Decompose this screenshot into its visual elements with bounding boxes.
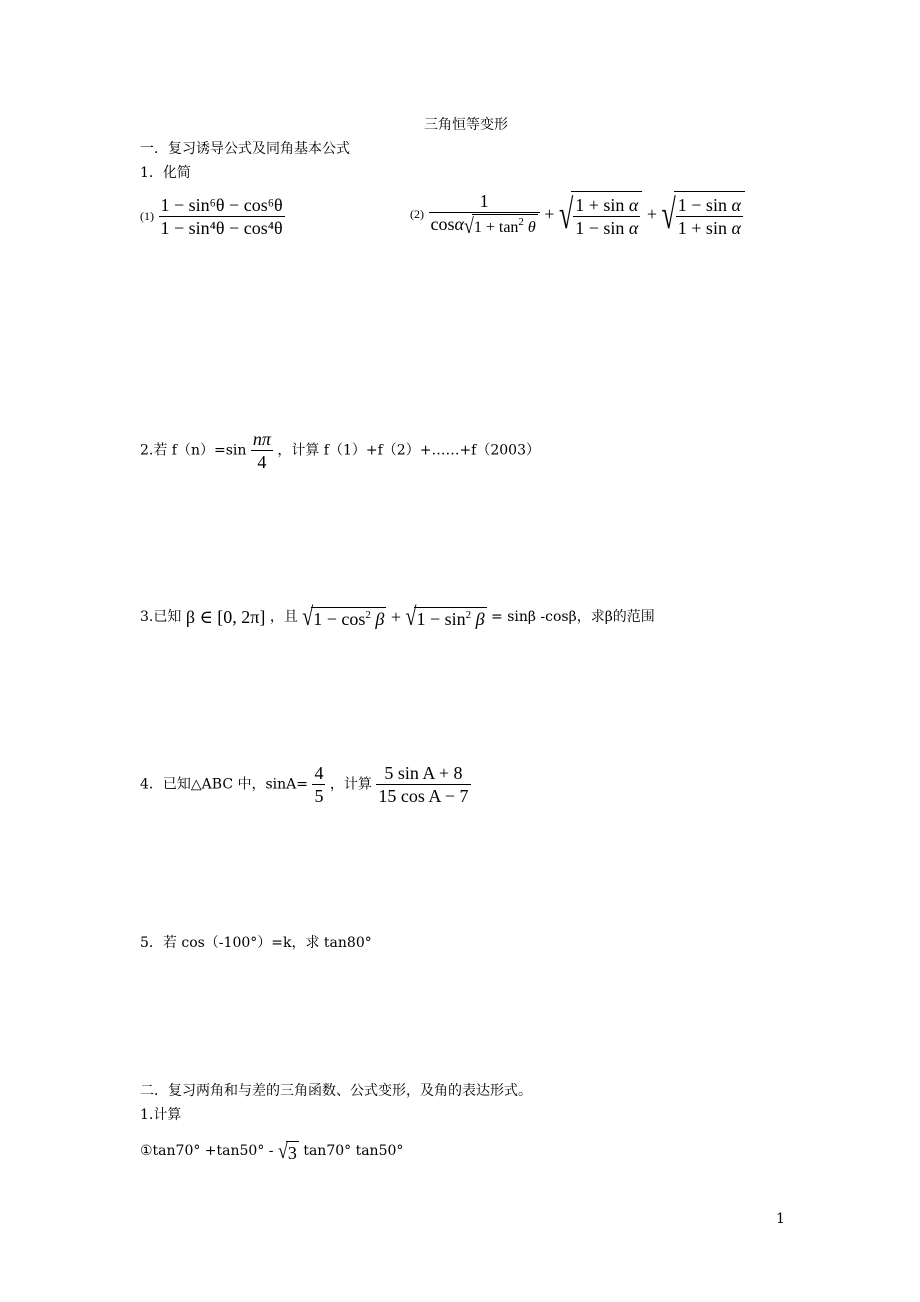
q3-mid: ，且 bbox=[269, 609, 298, 625]
q1-part2-fraction-a: $\frac{1}{\cos\alpha√1 + \tan^2 \theta}$ bbox=[429, 190, 540, 239]
section1-heading: 一．复习诱导公式及同角基本公式 bbox=[140, 141, 350, 157]
page-number: 1 bbox=[776, 1211, 785, 1227]
q4-fraction-sin bbox=[312, 762, 325, 807]
q1-part2-sqrt-c: √ $\frac{\text{1 − sin α}}{\text{1 + sin α}}$ bbox=[662, 191, 745, 239]
q4-numerator: 4 bbox=[314, 763, 324, 783]
q1-part1-denominator: 1 − sin⁴θ − cos⁴θ bbox=[160, 218, 283, 238]
q4-fraction-expr bbox=[376, 762, 470, 807]
q2-denominator: 4 bbox=[257, 452, 267, 472]
q2-numerator: nπ bbox=[252, 429, 271, 449]
q1-part2-label: (2) bbox=[410, 207, 424, 221]
question3: 3.已知 β ∈ [0, 2π] ，且 $√1 - \cos^2 \beta + √1 - \sin^2 \beta = \sin\beta$ -cosβ，求β的范围 bbox=[140, 602, 655, 632]
section2-question1-label: 1.计算 bbox=[140, 1107, 182, 1123]
q3-prefix: 3.已知 bbox=[140, 609, 182, 625]
question5: 5．若 cos（-100°）=k，求 tan80° bbox=[140, 935, 372, 951]
q4-prefix: 4．已知△ABC 中，sinA= bbox=[140, 776, 309, 793]
q4-expr-numerator: 5 sin A + 8 bbox=[376, 762, 470, 785]
s2-q1-prefix: ①tan70° +tan50° - bbox=[140, 1143, 274, 1159]
q3-range: β ∈ [0, 2π] bbox=[185, 607, 266, 627]
q1-part1 bbox=[140, 194, 285, 239]
q3-suffix: = sinβ -cosβ，求β的范围 bbox=[491, 609, 655, 625]
page-title: 三角恒等变形 bbox=[424, 117, 508, 133]
question2 bbox=[140, 428, 540, 473]
q3-sqrt-b: $√1 - \sin^2 \beta$ bbox=[405, 602, 485, 632]
q4-mid: ，计算 bbox=[329, 776, 372, 793]
q2-fraction bbox=[251, 428, 273, 473]
q4-denominator: 5 bbox=[314, 786, 324, 806]
section2-question1-item bbox=[140, 1138, 403, 1164]
q1-part1-label: (1) bbox=[140, 209, 154, 223]
q1-part1-fraction bbox=[159, 194, 285, 239]
s2-q1-suffix: tan70° tan50° bbox=[303, 1143, 404, 1159]
q1-part1-numerator: 1 − sin⁶θ − cos⁶θ bbox=[160, 195, 283, 215]
question1-label: 1．化简 bbox=[140, 165, 191, 181]
q4-expr-denominator: 15 cos A − 7 bbox=[378, 786, 469, 806]
question4 bbox=[140, 762, 471, 807]
q2-prefix: 2.若 f（n）=sin bbox=[140, 442, 247, 459]
q1-part2: (2) $\frac{1}{\cos\alpha√1 + \tan^2 \theta}$ + √ $\frac{\text{1 + sin α}}{\text{1 − sin α}}$ + √ $\frac{\text{1 − sin α}}{\text{1 + sin α}}$ bbox=[410, 190, 745, 239]
q2-suffix: ，计算 f（1）+f（2）+……+f（2003） bbox=[277, 442, 540, 459]
section2-heading: 二．复习两角和与差的三角函数、公式变形，及角的表达形式。 bbox=[140, 1083, 532, 1099]
q1-part2-sqrt-b: √ $\frac{\text{1 + sin α}}{\text{1 − sin α}}$ bbox=[559, 191, 642, 239]
sqrt3: √3 bbox=[277, 1139, 297, 1163]
q3-sqrt-a: $√1 - \cos^2 \beta$ bbox=[302, 602, 385, 632]
